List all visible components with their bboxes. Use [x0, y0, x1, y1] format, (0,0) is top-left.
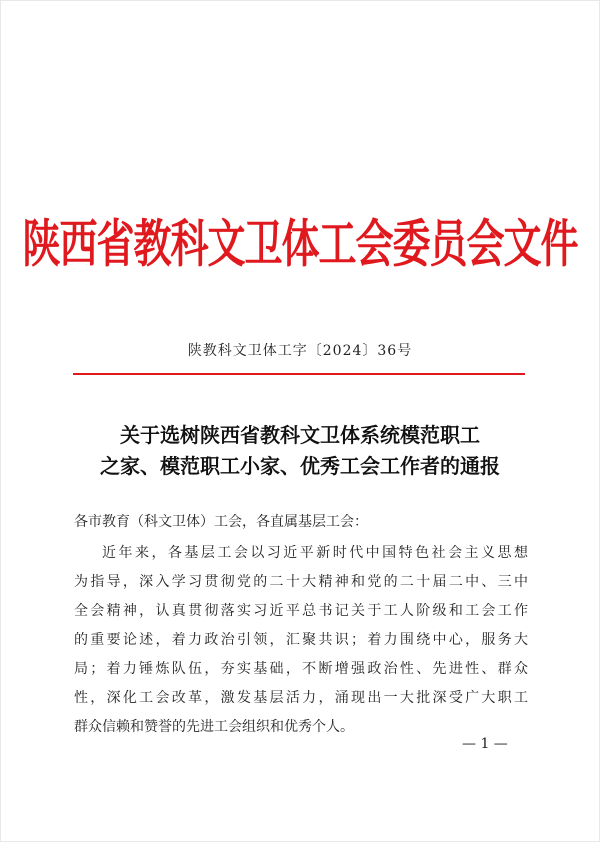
addressee-line: 各市教育（科文卫体）工会，各直属基层工会：: [74, 514, 368, 530]
red-header-masthead: 陕西省教科文卫体工会委员会文件: [22, 214, 578, 274]
document-title: [60, 420, 540, 482]
body-line: 局；着力锤炼队伍，夯实基础，不断增强政治性、先进性、群众: [74, 661, 528, 677]
body-paragraph: [74, 539, 528, 742]
body-line: 性，深化工会改革，激发基层活力，涌现出一大批深受广大职工: [74, 690, 528, 706]
body-line: 为指导，深入学习贯彻党的二十大精神和党的二十届二中、三中: [74, 574, 528, 590]
body-line: 群众信赖和赞誉的先进工会组织和优秀个人。: [74, 719, 354, 735]
document-number: 陕教科文卫体工字〔2024〕36号: [187, 343, 413, 359]
red-divider-line: [73, 373, 525, 375]
page-number: — 1 —: [462, 736, 508, 752]
body-line: 全会精神，认真贯彻落实习近平总书记关于工人阶级和工会工作: [74, 603, 528, 619]
title-line-2: 之家、模范职工小家、优秀工会工作者的通报: [100, 454, 500, 478]
title-line-1: 关于选树陕西省教科文卫体系统模范职工: [120, 423, 480, 447]
body-line: 近年来，各基层工会以习近平新时代中国特色社会主义思想: [102, 545, 528, 561]
body-line: 的重要论述，着力政治引领，汇聚共识；着力围绕中心，服务大: [74, 632, 528, 648]
